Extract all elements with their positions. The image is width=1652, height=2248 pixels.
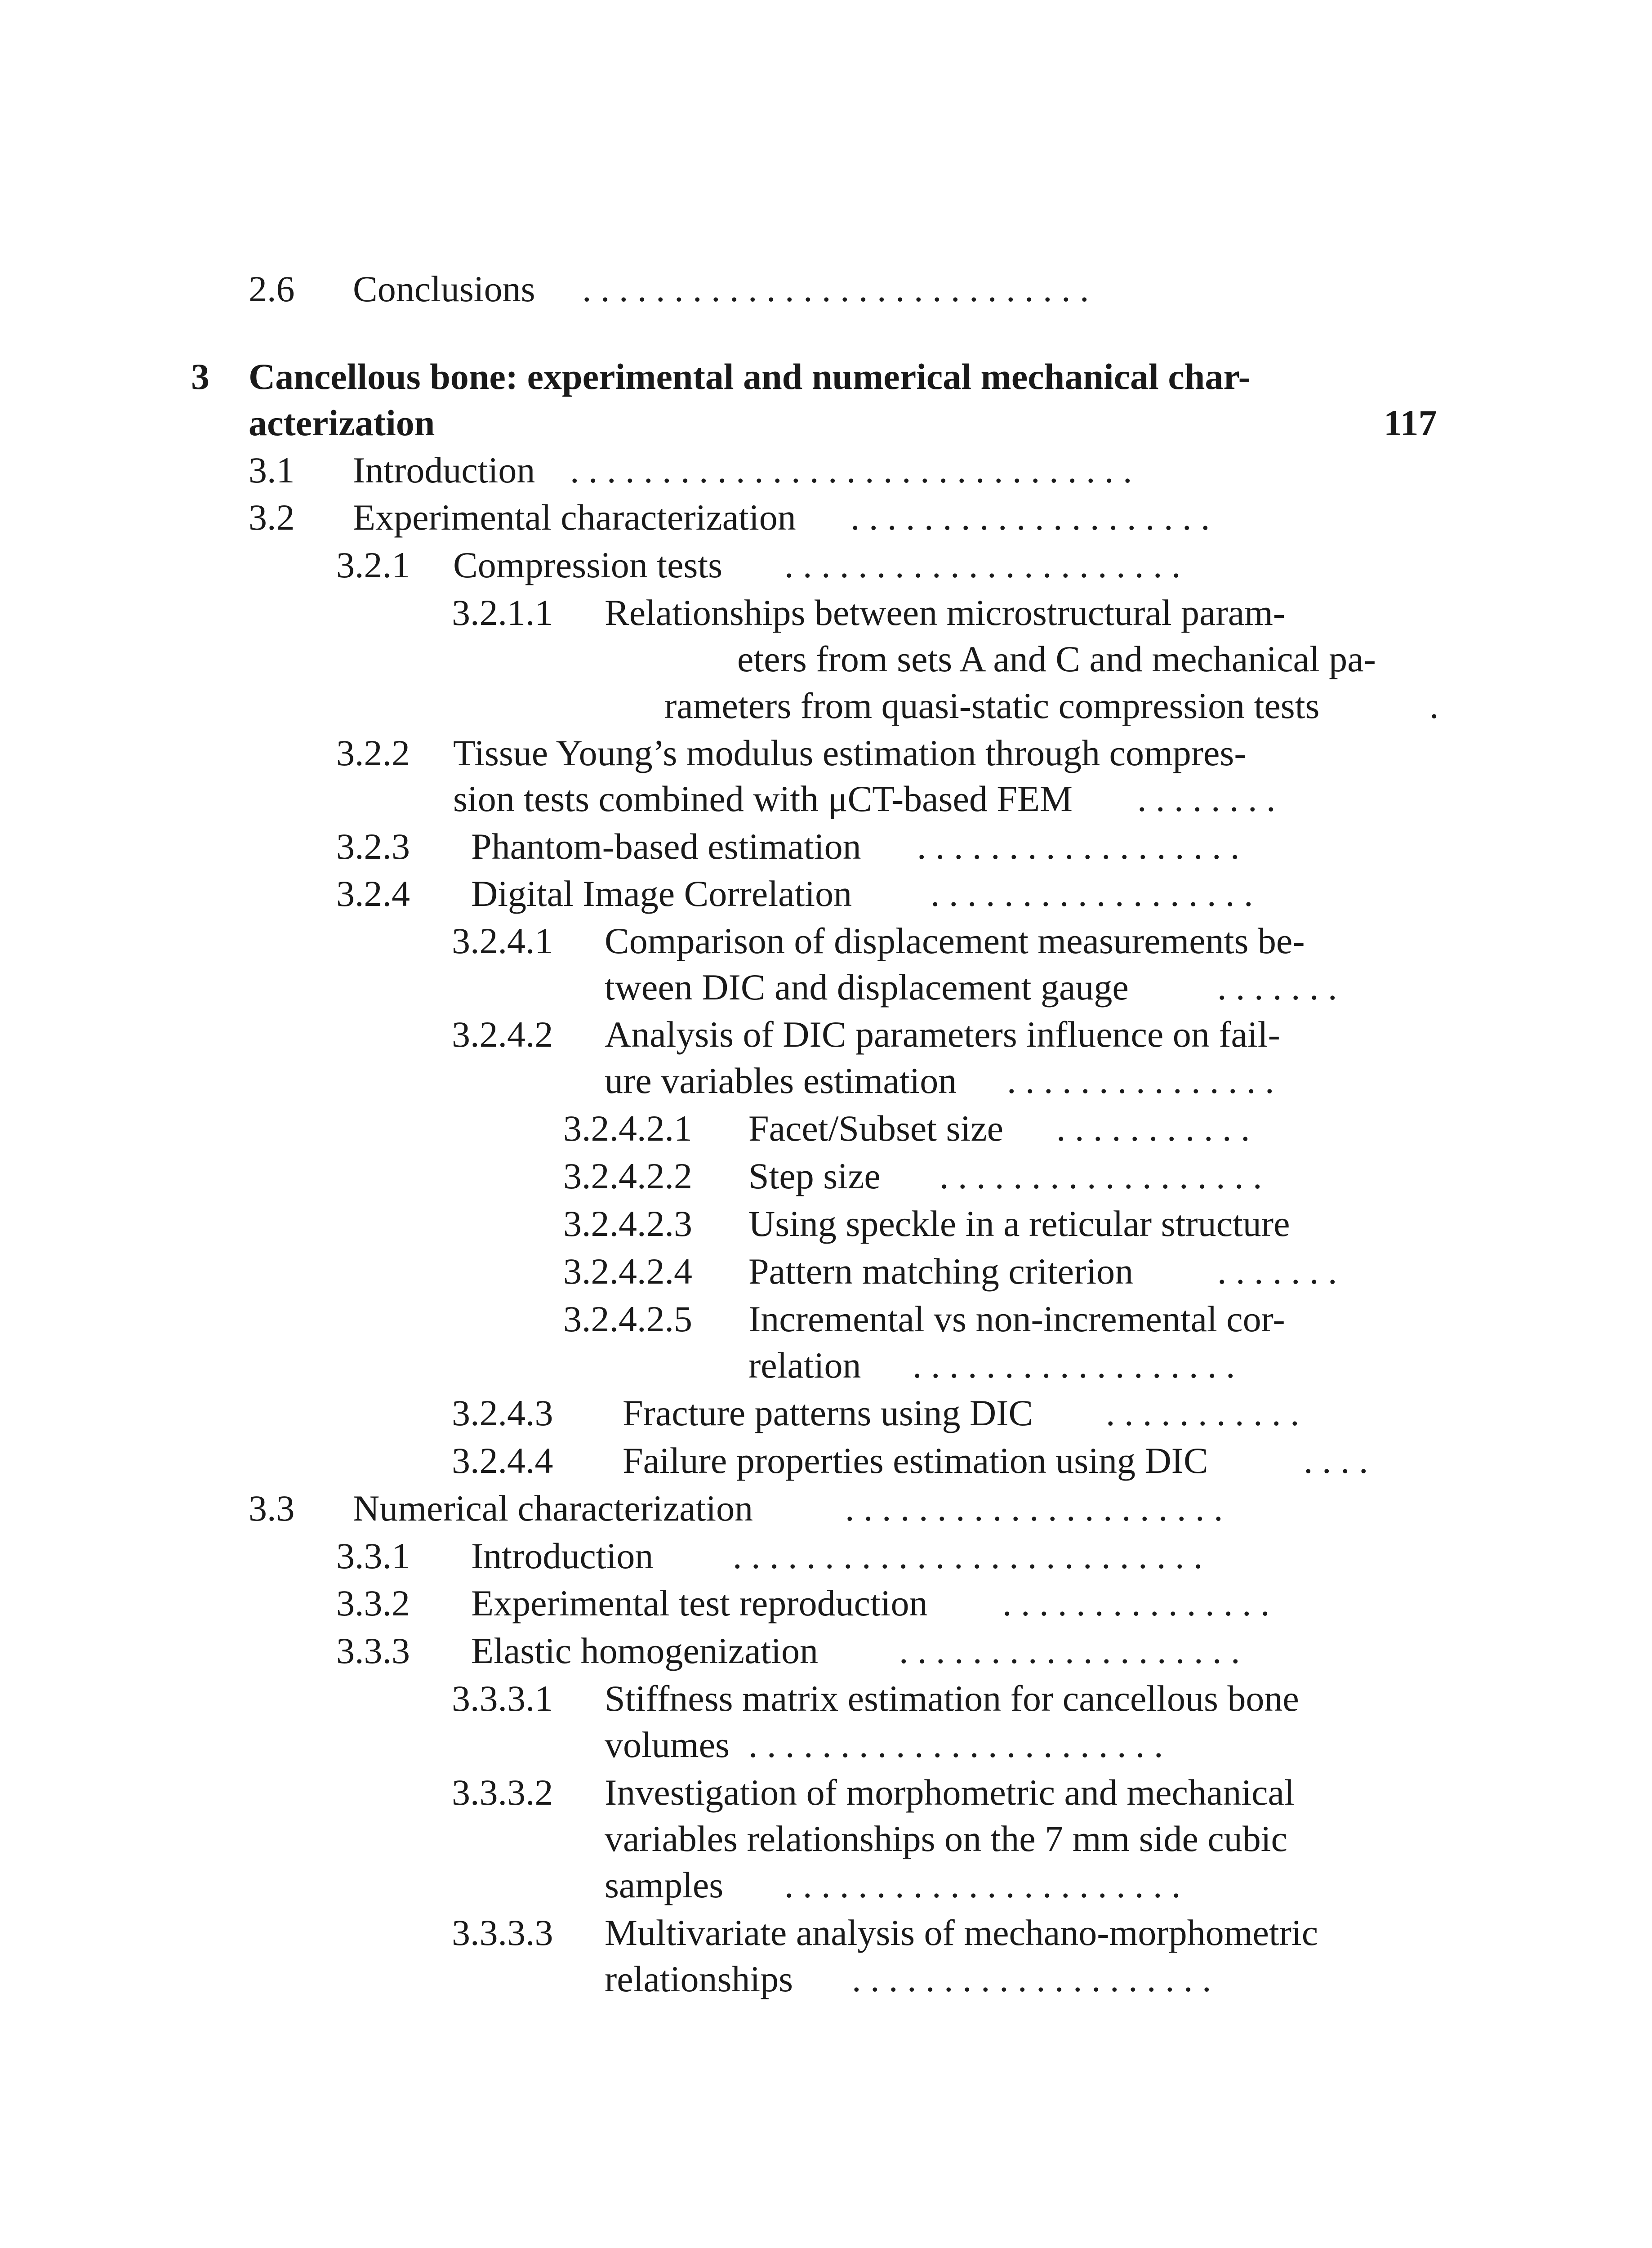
section-title: Experimental characterization <box>353 497 796 538</box>
section-number: 3.2.4.4 <box>452 1440 553 1481</box>
section-title: Introduction <box>471 1535 654 1576</box>
section-number: 3.2.4.2.1 <box>563 1108 692 1149</box>
section-number: 3.2.4.2.5 <box>563 1298 692 1339</box>
section-title-line1: Investigation of morphometric and mechanical <box>605 1772 1295 1813</box>
section-title-line2: relationships <box>605 1958 793 1999</box>
section-number: 3.2.4.2 <box>452 1014 553 1055</box>
section-number: 3.2.1.1 <box>452 592 553 633</box>
section-title-line3: rameters from quasi-static compression tests <box>664 685 1320 726</box>
section-number: 2.6 <box>249 268 295 309</box>
section-title: Pattern matching criterion <box>748 1251 1134 1292</box>
section-number: 3.2 <box>249 497 295 538</box>
section-title: Conclusions <box>353 268 535 309</box>
section-title: Step size <box>748 1155 881 1196</box>
chapter-number: 3 <box>191 356 209 397</box>
leader-dots: . . . . . . . . <box>1137 778 1276 819</box>
leader-dots: . . . . . . . . . . . <box>1056 1108 1250 1149</box>
leader-dots: . . . . . . . . . . . . . . . . . . . . . . . . . . <box>733 1535 1203 1576</box>
page-number: 117 <box>1384 402 1437 443</box>
section-title: Digital Image Correlation <box>471 873 852 914</box>
leader-dots: . . . . . . . . . . . . . . . . . . . . . . . . . . . . <box>582 268 1089 309</box>
section-title-line2: eters from sets A and C and mechanical pa- <box>737 638 1376 679</box>
section-number: 3.2.3 <box>336 826 410 867</box>
section-title-line2: sion tests combined with μCT-based FEM <box>453 778 1073 819</box>
section-number: 3.2.1 <box>336 544 410 585</box>
section-title: Using speckle in a reticular structure <box>748 1203 1290 1244</box>
leader-dots: . . . . . . . . . . . . . . . . . . . <box>899 1630 1240 1671</box>
section-number: 3.3.3.2 <box>452 1772 553 1813</box>
leader-dots: . . . . . . . . . . . . . . . . . . . . <box>852 1958 1211 1999</box>
section-number: 3.2.4.2.2 <box>563 1155 692 1196</box>
section-title: Phantom-based estimation <box>471 826 861 867</box>
section-title-line1: Tissue Young’s modulus estimation through compres- <box>453 732 1247 773</box>
section-title-line2: volumes <box>605 1724 730 1765</box>
section-title: Experimental test reproduction <box>471 1583 928 1624</box>
leader-dots: . . . . . . . . . . . . . . . . . . <box>940 1155 1262 1196</box>
leader-dots: . . . . . . . . . . . . . . . . . . <box>931 873 1253 914</box>
section-title-line3: samples <box>605 1864 724 1905</box>
section-title-line1: Comparison of displacement measurements be- <box>605 920 1305 961</box>
section-number: 3.2.2 <box>336 732 410 773</box>
leader-dots: . . . . <box>1304 1440 1368 1481</box>
chapter-title-line2: acterization <box>249 402 435 443</box>
leader-dots: . . . . . . . . . . . . . . . . . . . . <box>850 497 1210 538</box>
leader-dots: . . . . . . . . . . . . . . . <box>1007 1060 1274 1101</box>
section-number: 3.2.4.3 <box>452 1392 553 1433</box>
leader-dots: . . . . . . . . . . . . . . . . . . . . . . . <box>748 1724 1163 1765</box>
section-title-line1: Incremental vs non-incremental cor- <box>748 1298 1285 1339</box>
section-number: 3.2.4.1 <box>452 920 553 961</box>
section-number: 3.3.1 <box>336 1535 410 1576</box>
section-title-line2: relation <box>748 1345 861 1386</box>
leader-dots: . . . . . . . . . . . . . . . . . . <box>913 1345 1235 1386</box>
section-title-line2: variables relationships on the 7 mm side cubic <box>605 1818 1287 1859</box>
section-title: Compression tests <box>453 544 723 585</box>
section-title: Fracture patterns using DIC <box>623 1392 1033 1433</box>
leader-dots: . . . . . . . . . . . <box>1106 1392 1300 1433</box>
section-title-line1: Relationships between microstructural param- <box>605 592 1286 633</box>
leader-dots: . . . . . . . . . . . . . . . . . . . . . <box>845 1488 1223 1529</box>
leader-dots: . . . . . . . <box>1217 1251 1337 1292</box>
section-title-line2: tween DIC and displacement gauge <box>605 967 1129 1008</box>
section-title-line1: Multivariate analysis of mechano-morphometric <box>605 1912 1318 1953</box>
section-number: 3.1 <box>249 450 295 491</box>
leader-dots: . . . . . . . . . . . . . . . . . . <box>917 826 1240 867</box>
chapter-title-line1: Cancellous bone: experimental and numerical mechanical char- <box>249 356 1251 397</box>
section-title: Elastic homogenization <box>471 1630 818 1671</box>
leader-dots: . . . . . . . . . . . . . . . . . . . . . . . . . . . . . . . <box>570 450 1132 491</box>
section-title: Facet/Subset size <box>748 1108 1004 1149</box>
section-number: 3.2.4 <box>336 873 410 914</box>
section-title: Introduction <box>353 450 535 491</box>
section-number: 3.3.3.1 <box>452 1678 553 1719</box>
leader-dots: . <box>1429 685 1439 726</box>
section-number: 3.2.4.2.4 <box>563 1251 692 1292</box>
section-title-line1: Analysis of DIC parameters influence on fail- <box>605 1014 1280 1055</box>
section-number: 3.3.3.3 <box>452 1912 553 1953</box>
section-number: 3.3 <box>249 1488 295 1529</box>
section-title: Numerical characterization <box>353 1488 753 1529</box>
section-number: 3.3.3 <box>336 1630 410 1671</box>
section-number: 3.3.2 <box>336 1583 410 1624</box>
leader-dots: . . . . . . . . . . . . . . . . . . . . . . <box>784 1864 1181 1905</box>
leader-dots: . . . . . . . <box>1217 967 1337 1008</box>
leader-dots: . . . . . . . . . . . . . . . <box>1002 1583 1270 1624</box>
section-title-line2: ure variables estimation <box>605 1060 957 1101</box>
section-title-line1: Stiffness matrix estimation for cancellous bone <box>605 1678 1299 1719</box>
section-title: Failure properties estimation using DIC <box>623 1440 1208 1481</box>
section-number: 3.2.4.2.3 <box>563 1203 692 1244</box>
leader-dots: . . . . . . . . . . . . . . . . . . . . . . <box>784 544 1181 585</box>
